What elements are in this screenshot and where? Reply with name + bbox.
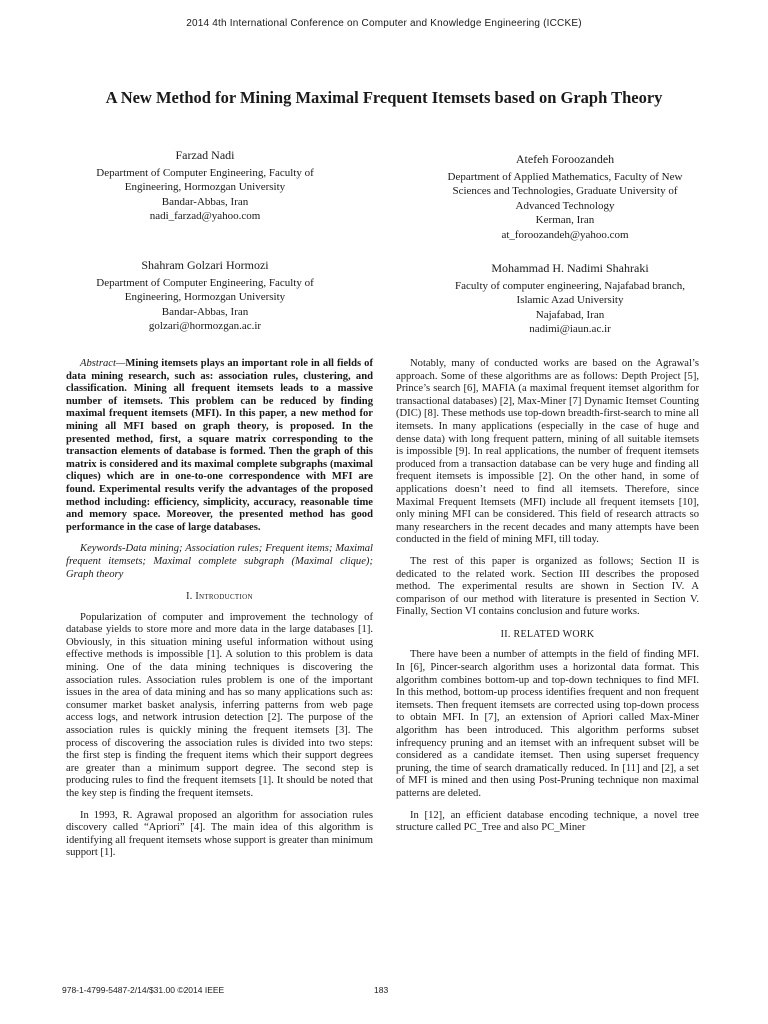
section-heading-related-work: II. RELATED WORK [500, 628, 595, 640]
author-affiliation-line: Najafabad, Iran [535, 308, 605, 321]
page-number: 183 [374, 985, 389, 995]
abstract-text: Mining itemsets plays an important role in all fields of data mining research, such as: association rules, clustering, and classification. Mining all frequent itemsets leads to a massive number of itemsets. This problem can be reduced by finding maximal frequent itemsets (MFI). In this paper, a new method for mining all MFI based on graph theory, is proposed. In the presented method, first, a square matrix corresponding to the transaction elements of database is formed. Then the graph of this matrix is considered and its maximal complete subgraphs (maximal cliques) which are in one-to-one correspondence with MFI are found. Experimental results verify the advantages of the proposed method including: efficiency, simplicity, accuracy, reasonable time and memory space. Moreover, the presented method has good performance in the case of large databases. [66, 358, 373, 533]
author-email: nadi_farzad@yahoo.com [149, 210, 261, 222]
author-affiliation-line: Advanced Technology [515, 199, 615, 212]
author-affiliation-line: Islamic Azad University [516, 294, 624, 306]
right-column [396, 358, 699, 835]
copyright-footer: 978-1-4799-5487-2/14/$31.00 ©2014 IEEE [62, 985, 225, 995]
author-name: Farzad Nadi [175, 148, 235, 162]
author-name: Mohammad H. Nadimi Shahraki [491, 261, 649, 275]
author-affiliation-line: Kerman, Iran [535, 214, 595, 226]
author-affiliation-line: Faculty of computer engineering, Najafabad branch, [455, 279, 685, 292]
body-paragraph: The rest of this paper is organized as follows; Section II is dedicated to the related work. Section III describes the proposed method. The experimental results are shown in Section IV. A comparison of our method with literature is presented in Section V. Finally, Section VI contains conclusion and future works. [396, 555, 699, 618]
author-affiliation-line: Department of Applied Mathematics, Faculty of New [447, 170, 683, 183]
author-affiliation-line: Sciences and Technologies, Graduate University of [452, 185, 678, 197]
author-affiliation-line: Bandar-Abbas, Iran [161, 305, 249, 318]
author-email: nadimi@iaun.ac.ir [529, 323, 611, 335]
author-email: at_foroozandeh@yahoo.com [501, 228, 629, 241]
body-paragraph: Notably, many of conducted works are based on the Agrawal’s approach. Some of these algorithms are as follows: Depth Project [5], Prince’s search [6], MAFIA (a maximal frequent itemset algorithm for transactional databases) [2], Max-Miner [7] Dynamic Itemset Counting (DIC) [8]. These methods use top-down breadth-first-search to mine all itemsets. In many applications (especially in the case of huge and dense data) with long frequent pattern, mining of all suitable itemsets is impossible [9]. In real applications, the number of frequent itemsets produced from a transaction database can be very huge and finding all frequent itemsets is impossible [2]. On the other hand, in some of applications doesn’t need to find all itemsets. Therefore, since Maximal Frequent Itemsets (MFI) include all frequent itemsets [10], only mining MFI can be considered. This field of research attracts so many researchers in the recent decades and many attempts have been conducted in the field of mining MFI, till today. [396, 358, 699, 546]
author-affiliation-line: Engineering, Hormozgan University [124, 181, 286, 193]
author-name: Shahram Golzari Hormozi [141, 258, 269, 272]
author-affiliation-line: Department of Computer Engineering, Faculty of [96, 166, 314, 179]
body-paragraph: Popularization of computer and improvement the technology of database yields to store more and more data in the large databases [1]. Obviously, in this situation mining useful information without using effective methods is impossible [1]. A solution to this problem is data mining. One of the data mining techniques is discovering the association rules. Association rules problem is one of the important issues in the area of data mining and has so many applications such as: consumer market basket analysis, inferring patterns from web page access logs, and network intrusion detection [2]. The purpose of the association rules is quickly mining the frequent itemsets [3]. The process of discovering the association rules is divided into two steps: the first step is finding the frequent items which their support degrees are greater than a minimum support degree. The second step is producing rules to find the frequent itemsets [1]. It should be noted that the key step is finding the frequent itemsets. [66, 611, 373, 799]
abstract-label: Abstract— [80, 358, 126, 369]
body-paragraph: There have been a number of attempts in the field of finding MFI. In [6], Pincer-search algorithm uses a horizontal data format. This algorithm combines bottom-up and top-down techniques to find MFI. In this method, bottom-up process identifies frequent and non frequent itemsets. Then frequent itemsets are corrected using top-down process to obtain MFI. In [7], an extension of Apriori called Max-Miner algorithm has been introduced. This algorithm performs subset infrequency pruning and an itemset with an infrequent subset will be considered as a candidate itemset. Then using superset frequency pruning, the time of search dramatically reduced. In [11] and [2], a set of MFI is mined and then using Post-Pruning technique non maximal patterns are deleted. [396, 649, 699, 799]
author-block-3 [60, 258, 350, 334]
author-affiliation-line: Department of Computer Engineering, Faculty of [96, 276, 314, 289]
author-affiliation-line: Engineering, Hormozgan University [124, 291, 286, 303]
author-name: Atefeh Foroozandeh [515, 152, 615, 166]
keywords: Keywords-Data mining; Association rules; Frequent items; Maximal frequent itemsets; Maximal complete subgraph (Maximal clique); Graph theory [66, 543, 373, 580]
conference-header: 2014 4th International Conference on Computer and Knowledge Engineering (ICCKE) [186, 18, 582, 29]
author-affiliation-line: Bandar-Abbas, Iran [161, 195, 249, 208]
body-paragraph: In [12], an efficient database encoding technique, a novel tree structure called PC_Tree and also PC_Miner [396, 809, 699, 834]
author-email: golzari@hormozgan.ac.ir [148, 320, 262, 332]
left-column [66, 358, 373, 860]
paper-title: A New Method for Mining Maximal Frequent Itemsets based on Graph Theory [105, 88, 663, 107]
author-block-1 [60, 148, 350, 224]
section-heading-introduction: I. Introduction [186, 591, 253, 603]
abstract [66, 358, 373, 534]
author-block-2 [420, 152, 710, 242]
author-block-4 [420, 261, 720, 337]
body-paragraph: In 1993, R. Agrawal proposed an algorithm for association rules discovery called “Apriori” [4]. The main idea of this algorithm is identifying all frequent itemsets whose support is greater than minimum support [1]. [66, 809, 373, 859]
